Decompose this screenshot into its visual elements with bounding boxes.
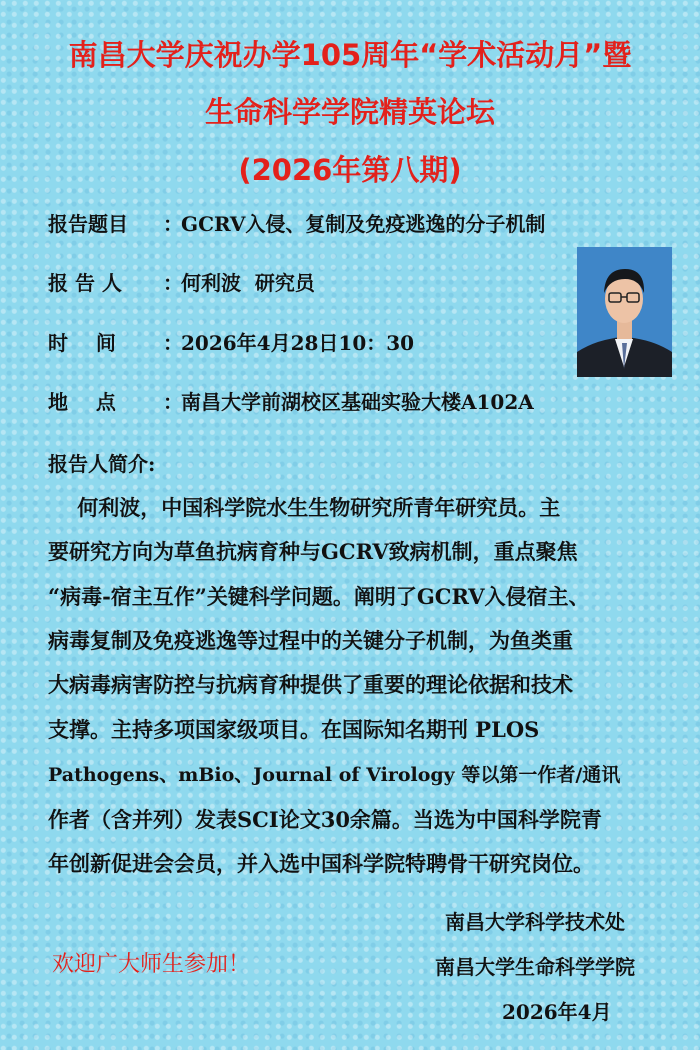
bio-line: 支撑。主持多项国家级项目。在国际知名期刊 PLOS xyxy=(48,717,540,742)
signature-org2: 南昌大学生命科学学院 xyxy=(435,955,635,979)
field-time: 时 间 ：2026年4月28日10：30 xyxy=(48,331,415,355)
welcome-text: 欢迎广大师生参加！ xyxy=(52,952,251,977)
field-value: 南昌大学前湖校区基础实验大楼A102A xyxy=(181,390,534,414)
bio-line: 何利波，中国科学院水生生物研究所青年研究员。主 xyxy=(48,495,561,520)
field-label: 地 点 xyxy=(48,390,116,414)
bio-line: 年创新促进会会员，并入选中国科学院特聘骨干研究岗位。 xyxy=(48,851,594,876)
field-value: 何利波 研究员 xyxy=(181,271,315,295)
field-value: GCRV入侵、复制及免疫逃逸的分子机制 xyxy=(181,212,546,236)
speaker-photo xyxy=(577,247,672,377)
bio-line: 病毒复制及免疫逃逸等过程中的关键分子机制，为鱼类重 xyxy=(48,628,573,653)
bio-line: “病毒-宿主互作”关键科学问题。阐明了GCRV入侵宿主、 xyxy=(48,584,590,609)
signature-date: 2026年4月 xyxy=(502,1000,612,1024)
poster-title-line2: 生命科学学院精英论坛 xyxy=(204,95,495,129)
bio-line: 大病毒病害防控与抗病育种提供了重要的理论依据和技术 xyxy=(48,672,573,697)
bio-line: Pathogens、mBio、Journal of Virology 等以第一作者/通讯 xyxy=(48,764,621,786)
field-value: 2026年4月28日10：30 xyxy=(181,331,415,355)
bio-line: 作者（含并列）发表SCI论文30余篇。当选为中国科学院青 xyxy=(48,807,602,832)
poster-title-line1: 南昌大学庆祝办学105周年“学术活动月”暨 xyxy=(68,38,632,72)
field-label: 报 告 人 xyxy=(48,271,122,295)
bio-line: 要研究方向为草鱼抗病育种与GCRV致病机制，重点聚焦 xyxy=(48,539,578,564)
poster-title-line3: (2026年第八期) xyxy=(238,153,462,187)
bio-heading: 报告人简介: xyxy=(48,452,156,476)
field-topic: 报告题目 ：GCRV入侵、复制及免疫逃逸的分子机制 xyxy=(48,212,546,236)
field-label: 报告题目 xyxy=(48,212,128,236)
field-speaker: 报 告 人 ：何利波 研究员 xyxy=(48,271,315,295)
field-label: 时 间 xyxy=(48,331,116,355)
field-location: 地 点 ：南昌大学前湖校区基础实验大楼A102A xyxy=(48,390,534,414)
signature-org1: 南昌大学科学技术处 xyxy=(445,910,625,934)
